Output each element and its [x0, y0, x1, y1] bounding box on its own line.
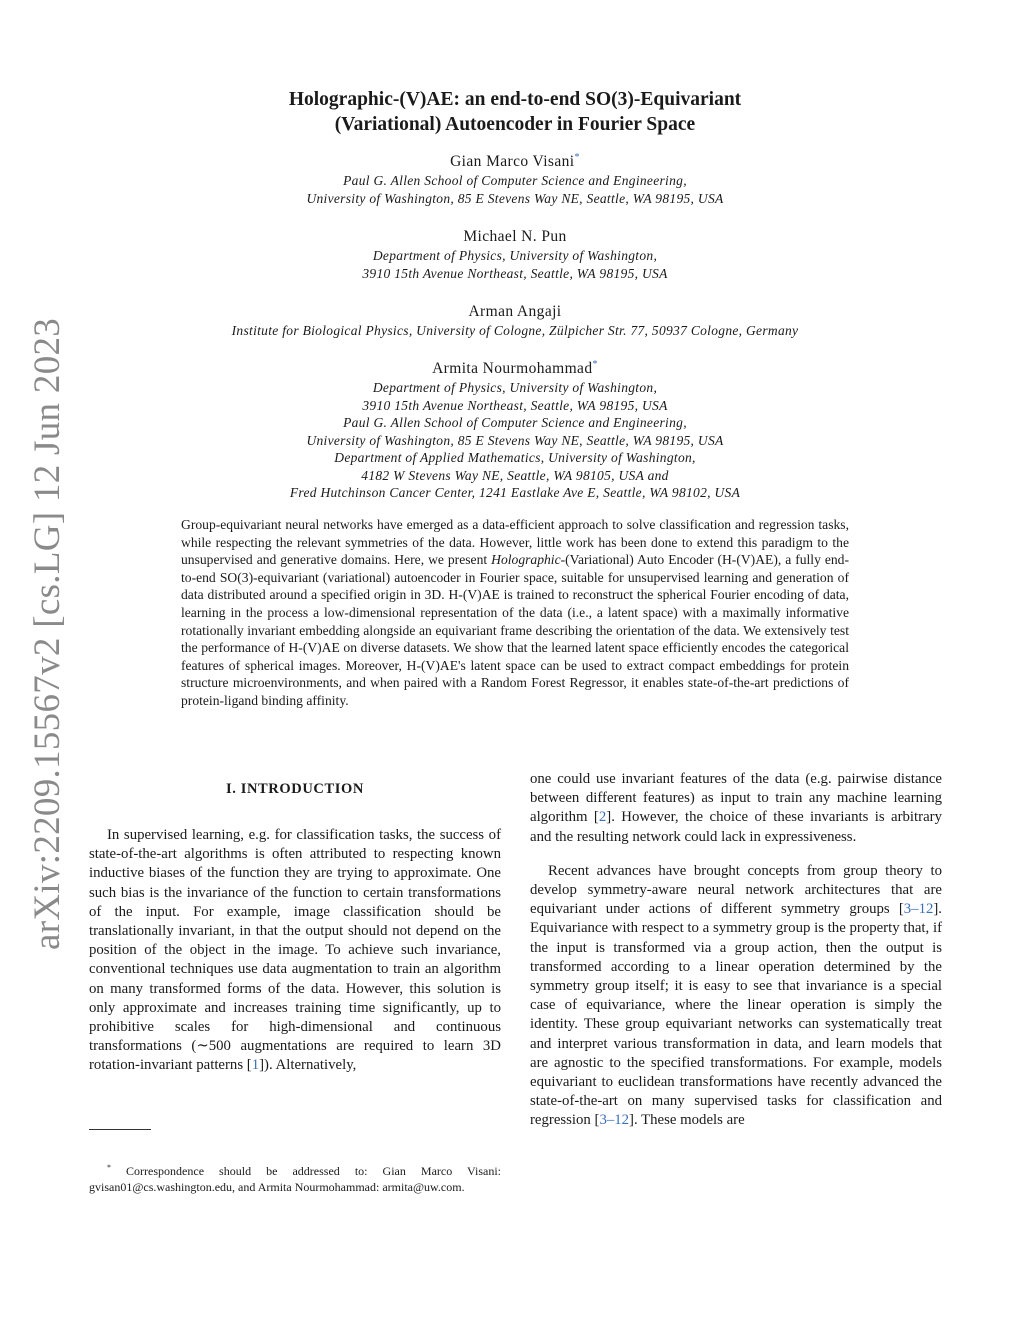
author-affiliation-line: Paul G. Allen School of Computer Science and Engineering, — [343, 173, 687, 188]
intro-paragraph-1: In supervised learning, e.g. for classification tasks, the success of state-of-the-art algorithms is often attributed to respecting known inductive biases of the function they are trying to approximate. One such bias is the invariance of the function to certain transformations of the input. For example, image classification should be translationally invariant, in that the output should not depend on the position of the object in the image. To achieve such invariance, conventional techniques use data augmentation to train an algorithm on many transformed forms of the data. However, this solution is only approximate and increases training time significantly, up to prohibitive scales for high-dimensional and continuous transformations (∼500 augmentations are required to learn 3D rotation-invariant patterns [1]). Alternatively, — [89, 827, 501, 1074]
author-affiliation-line: Institute for Biological Physics, University of Cologne, Zülpicher Str. 77, 50937 Cologne, Germany — [231, 323, 799, 338]
citation-link[interactable]: 3–12 — [903, 901, 934, 918]
correspondence-mark: * — [574, 151, 580, 163]
author-affiliation-line: University of Washington, 85 E Stevens Way NE, Seattle, WA 98195, USA — [306, 432, 724, 448]
author-affiliation-line: Department of Applied Mathematics, University of Washington, — [334, 450, 696, 465]
right-column — [530, 770, 942, 1131]
intro-paragraph-1-continued: one could use invariant features of the data (e.g. pairwise distance between different features) as input to train any machine learning algorithm [2]. However, the choice of these invariants is arbitrary and the resulting network could lack in expressiveness. — [530, 771, 942, 845]
author-name: Arman Angaji — [468, 303, 562, 320]
paper-title — [150, 87, 880, 137]
author-affiliation-line: 3910 15th Avenue Northeast, Seattle, WA 98195, USA — [362, 397, 668, 413]
intro-paragraph-2: Recent advances have brought concepts from group theory to develop symmetry-aware neural network architectures that are equivariant under actions of different symmetry groups [3–12]. Equivariance with respect to a symmetry group is the property that, if the input is transformed via a group action, then the output is transformed according to a linear operation determined by the symmetry group itself; it is easy to see that invariance is a special case of equivariance, where the linear operation is simply the identity. These group equivariant networks can systematically treat and interpret various transformation in data, and learn models that are agnostic to the specified transformations. For example, models equivariant to euclidean transformations have recently advanced the state-of-the-art on many supervised tasks for classification and regression [3–12]. These models are — [530, 862, 942, 1129]
author-affiliation-line: University of Washington, 85 E Stevens Way NE, Seattle, WA 98195, USA — [306, 190, 724, 206]
author-block-angaji — [120, 302, 910, 340]
section-heading-introduction: I. INTRODUCTION — [226, 781, 364, 797]
author-name: Michael N. Pun — [463, 228, 567, 245]
correspondence-mark: * — [592, 358, 598, 370]
author-name: Gian Marco Visani* — [450, 151, 580, 170]
author-affiliation-line: 4182 W Stevens Way NE, Seattle, WA 98105, USA and — [361, 467, 669, 483]
citation-link[interactable]: 3–12 — [599, 1112, 630, 1129]
author-affiliation-line: Fred Hutchinson Cancer Center, 1241 Eastlake Ave E, Seattle, WA 98102, USA — [289, 485, 741, 500]
author-affiliation-line: Paul G. Allen School of Computer Science and Engineering, — [343, 415, 687, 430]
arxiv-identifier — [18, 317, 78, 950]
author-block-pun — [120, 227, 910, 282]
author-block-visani — [120, 152, 910, 207]
author-block-nourmohammad — [120, 359, 910, 502]
abstract-emphasis: Holographic — [491, 552, 561, 568]
arxiv-identifier-text: arXiv:2209.15567v2 [cs.LG] 12 Jun 2023 — [27, 317, 68, 950]
author-affiliation-line: Department of Physics, University of Washington, — [372, 380, 658, 395]
abstract: Group-equivariant neural networks have emerged as a data-efficient approach to solve classification and regression tasks, while respecting the relevant symmetries of the data. However, little work has been done to extend this paradigm to the unsupervised and generative domains. Here, we present Holographic-(Variational) Auto Encoder (H-(V)AE), a fully end-to-end SO(3)-equivariant (variational) autoencoder in Fourier space, suitable for unsupervised learning and generation of data distributed around a specified origin in 3D. H-(V)AE is trained to reconstruct the spherical Fourier encoding of data, learning in the process a low-dimensional representation of the data (i.e., a latent space) with a maximally informative rotationally invariant embedding alongside an equivariant frame describing the orientation of the data. We extensively test the performance of H-(V)AE on diverse datasets. We show that the learned latent space efficiently encodes the categorical features of spherical images. Moreover, H-(V)AE's latent space can be used to extract compact embeddings for protein structure microenvironments, and when paired with a Random Forest Regressor, it enables state-of-the-art predictions of protein-ligand binding affinity. — [181, 517, 850, 708]
citation-link[interactable]: 2 — [598, 809, 607, 826]
author-affiliation-line: Department of Physics, University of Washington, — [372, 248, 658, 263]
left-column — [89, 770, 501, 1076]
footnote-mark: * — [107, 1163, 111, 1172]
correspondence-footnote: * Correspondence should be addressed to: Gian Marco Visani: gvisan01@cs.washington.edu, and Armita Nourmohammad: armita@uw.com. — [89, 1163, 502, 1194]
title-line-1: Holographic-(V)AE: an end-to-end SO(3)-Equivariant — [288, 89, 742, 110]
footnote-rule — [89, 1129, 151, 1130]
author-affiliation-line: 3910 15th Avenue Northeast, Seattle, WA 98195, USA — [362, 265, 668, 281]
author-name: Armita Nourmohammad* — [432, 358, 598, 377]
title-line-2: (Variational) Autoencoder in Fourier Space — [334, 114, 696, 135]
citation-link[interactable]: 1 — [251, 1057, 260, 1074]
